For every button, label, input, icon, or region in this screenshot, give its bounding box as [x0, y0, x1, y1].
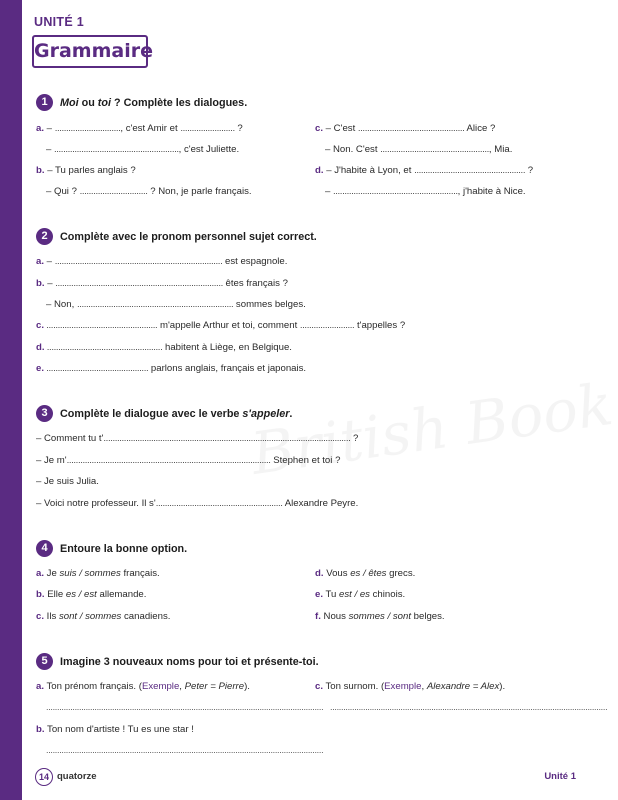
exercise-line: – Comment tu t'............................................................................................................. ? — [36, 433, 359, 444]
exercise-line: – Je suis Julia. — [36, 476, 99, 487]
section-title: Complète avec le pronom personnel sujet correct. — [60, 230, 317, 243]
exercise-line: – ......................................................., c'est Juliette. — [46, 144, 240, 155]
exercise-line: e. ............................................. parlons anglais, français et japonais. — [36, 363, 307, 374]
page-number: 14 — [35, 768, 53, 786]
section-title: Imagine 3 nouveaux noms pour toi et présente-toi. — [60, 655, 319, 668]
section-title: Entoure la bonne option. — [60, 542, 188, 555]
exercise-line: – Qui ? .............................. ? Non, je parle français. — [46, 186, 252, 197]
answer-line[interactable]: .............................................................................................................................. — [330, 702, 608, 712]
section-1-header — [36, 94, 247, 111]
exercise-line: – Non, ..................................................................... sommes belges. — [46, 299, 306, 310]
section-number: 2 — [36, 228, 53, 245]
exercise-line: – Je m'.......................................................................................... Stephen et toi ? — [36, 455, 341, 466]
section-number: 3 — [36, 405, 53, 422]
exercise-line: c. Ton surnom. (Exemple, Alexandre = Alex). — [315, 681, 506, 692]
section-4-header — [36, 540, 187, 557]
exercise-line: f. Nous sommes / sont belges. — [315, 611, 445, 622]
exercise-line: – Non. C'est ................................................, Mia. — [325, 144, 513, 155]
exercise-line: d. Vous es / êtes grecs. — [315, 568, 416, 579]
exercise-line: c. Ils sont / sommes canadiens. — [36, 611, 171, 622]
exercise-line: b. Ton nom d'artiste ! Tu es une star ! — [36, 724, 194, 735]
answer-line[interactable]: .............................................................................................................................. — [46, 702, 324, 712]
exercise-line: d. – J'habite à Lyon, et ................................................. ? — [315, 165, 534, 176]
exercise-line: c. – C'est ............................................... Alice ? — [315, 123, 496, 134]
watermark — [247, 370, 617, 488]
exercise-line: – Voici notre professeur. Il s'........................................................ Alexandre Peyre. — [36, 498, 359, 509]
exercise-line: a. Je suis / sommes français. — [36, 568, 160, 579]
section-title: Complète le dialogue avec le verbe s'appeler. — [60, 407, 293, 420]
section-5-header — [36, 653, 319, 670]
answer-line[interactable]: .............................................................................................................................. — [46, 745, 324, 755]
unit-label: UNITÉ 1 — [34, 15, 85, 29]
exercise-line: a. Ton prénom français. (Exemple, Peter = Pierre). — [36, 681, 250, 692]
page-title: Grammaire — [32, 35, 148, 68]
exercise-line: b. Elle es / est allemande. — [36, 589, 147, 600]
section-3-header — [36, 405, 292, 422]
section-title: Moi ou toi ? Complète les dialogues. — [60, 96, 248, 109]
exercise-line: – ......................................................., j'habite à Nice. — [325, 186, 526, 197]
section-number: 4 — [36, 540, 53, 557]
page-number-word: quatorze — [57, 771, 97, 782]
sidebar-stripe — [0, 0, 22, 800]
exercise-line: b. – .......................................................................... êtes français ? — [36, 278, 288, 289]
section-2-header — [36, 228, 317, 245]
exercise-line: e. Tu est / es chinois. — [315, 589, 406, 600]
section-number: 1 — [36, 94, 53, 111]
exercise-line: d. ................................................... habitent à Liège, en Belgique. — [36, 342, 292, 353]
section-number: 5 — [36, 653, 53, 670]
exercise-line: c. ................................................. m'appelle Arthur et toi, comment ........................ t'appelles ? — [36, 320, 406, 331]
exercise-line: a. – .......................................................................... est espagnole. — [36, 256, 288, 267]
exercise-line: b. – Tu parles anglais ? — [36, 165, 136, 176]
exercise-line: a. – ............................., c'est Amir et ........................ ? — [36, 123, 243, 134]
footer-unit-label: Unité 1 — [544, 771, 576, 782]
